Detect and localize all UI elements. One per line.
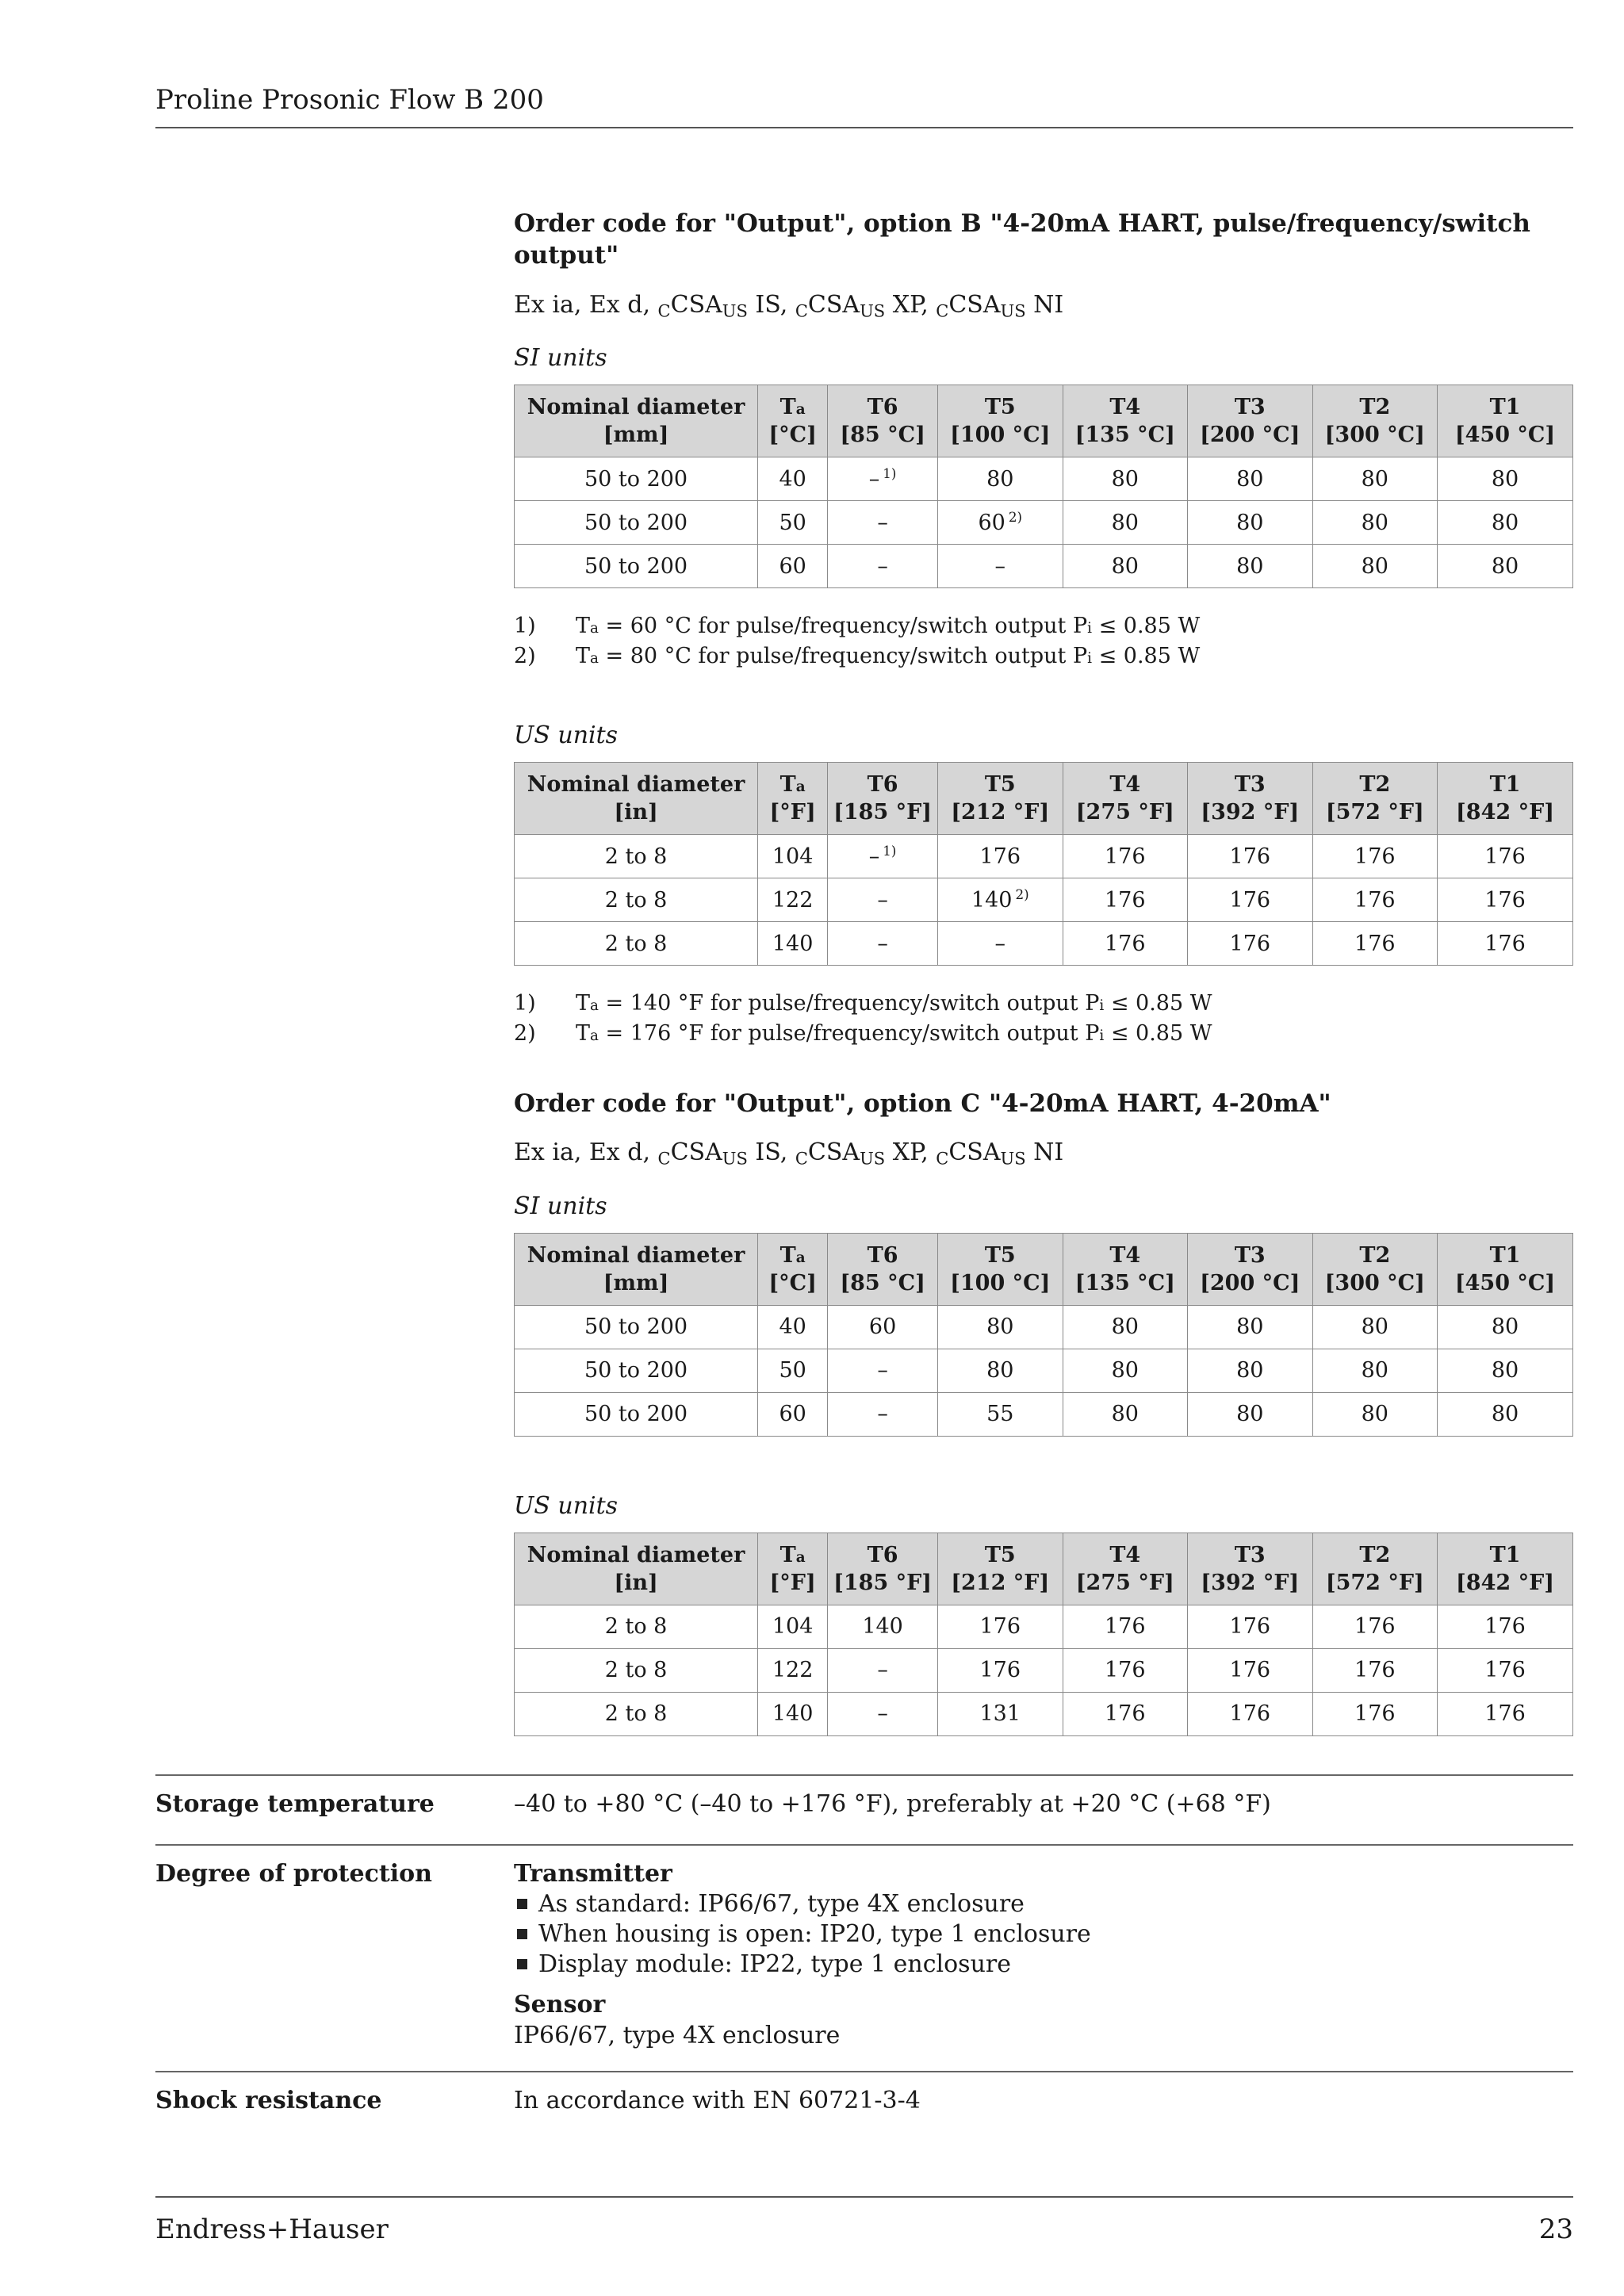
table-row [515, 545, 1573, 588]
table-cell: 40 [758, 1305, 828, 1349]
column-header-t2: T2 [300 °C] [1312, 1233, 1438, 1305]
footnote-ref: 1) [883, 465, 897, 481]
bullet-icon [517, 1899, 527, 1909]
table-row [515, 1349, 1573, 1392]
table-cell: 122 [758, 1648, 828, 1692]
footnote: 2) Ta = 80 °C for pulse/frequency/switch output Pi ≤ 0.85 W [514, 643, 1201, 668]
table-cell: 80 [1312, 1305, 1438, 1349]
sensor-title: Sensor [514, 1991, 606, 2019]
csa-us-mark: US [722, 300, 748, 320]
table-cell: 60 $^{2)}$ [938, 501, 1063, 545]
csa-c-mark: C [936, 1149, 949, 1169]
table-cell: 176 [1188, 1605, 1313, 1648]
column-header-nominal-diameter: Nominal diameter [in] [515, 1533, 758, 1605]
table-cell: 176 [1438, 922, 1573, 966]
table-cell: – [828, 878, 938, 922]
table-cell: 80 [938, 1305, 1063, 1349]
table-cell: 122 [758, 878, 828, 922]
table-cell: 80 [1063, 545, 1188, 588]
degree-of-protection-value [514, 1858, 1091, 2051]
table-cell: – [938, 922, 1063, 966]
table-cell: 176 [938, 1605, 1063, 1648]
table-cell: 80 [1188, 1392, 1313, 1436]
table-cell: 50 [758, 1349, 828, 1392]
table-cell: 50 to 200 [515, 545, 758, 588]
column-header-t5: T5 [212 °F] [938, 1533, 1063, 1605]
column-header-t3: T3 [392 °F] [1188, 1533, 1313, 1605]
footnote: 1) Ta = 60 °C for pulse/frequency/switch output Pi ≤ 0.85 W [514, 613, 1201, 638]
ex-text: IS, [747, 1138, 795, 1167]
table-cell: 80 [1312, 545, 1438, 588]
table-row [515, 1605, 1573, 1648]
table-cell: 80 [1188, 1305, 1313, 1349]
footnote: 1) Ta = 140 °F for pulse/frequency/switch output Pi ≤ 0.85 W [514, 990, 1212, 1016]
units-label: SI units [514, 344, 607, 373]
table-cell: – [938, 545, 1063, 588]
table-cell: 80 [1438, 457, 1573, 501]
table-cell: 176 [938, 835, 1063, 878]
table-cell: 50 to 200 [515, 501, 758, 545]
table-cell: 80 [1188, 1349, 1313, 1392]
table-cell: 80 [1063, 457, 1188, 501]
table-cell: 80 [1438, 1349, 1573, 1392]
csa-us-mark: US [1000, 300, 1026, 320]
ex-text: XP, [885, 1138, 936, 1167]
table-cell: 80 [1438, 501, 1573, 545]
storage-temperature-label: Storage temperature [155, 1790, 435, 1818]
column-header-t1: T1 [842 °F] [1438, 1533, 1573, 1605]
table-cell: 80 [1063, 1305, 1188, 1349]
table-cell: 80 [1063, 501, 1188, 545]
column-header-t4: T4 [275 °F] [1063, 1533, 1188, 1605]
table-header-row [515, 385, 1573, 457]
csa-mark: CSA [948, 290, 1001, 319]
column-header-t2: T2 [300 °C] [1312, 385, 1438, 457]
column-header-t6: T6 [85 °C] [828, 385, 938, 457]
footnote-ref: 2) [1015, 886, 1029, 902]
temperature-table [514, 1233, 1573, 1437]
table-cell: – [828, 1692, 938, 1735]
table-row [515, 1392, 1573, 1436]
table-cell: 50 to 200 [515, 457, 758, 501]
section-divider [155, 1774, 1573, 1776]
footnotes [514, 988, 1573, 1048]
table-cell: 50 to 200 [515, 1349, 758, 1392]
table-cell: 80 [1188, 501, 1313, 545]
document-header-title: Proline Prosonic Flow B 200 [155, 84, 544, 116]
table-cell: 104 [758, 835, 828, 878]
table-cell: 80 [1188, 545, 1313, 588]
csa-mark: CSA [807, 290, 860, 319]
header-rule [155, 127, 1573, 128]
degree-of-protection-label: Degree of protection [155, 1860, 432, 1888]
column-header-t1: T1 [450 °C] [1438, 385, 1573, 457]
table-cell: 176 [1312, 835, 1438, 878]
table-row [515, 922, 1573, 966]
table-cell: 176 [1063, 1648, 1188, 1692]
table-cell: 176 [1188, 922, 1313, 966]
bullet-icon [517, 1959, 527, 1969]
ex-approval-line [514, 289, 1573, 323]
table-cell: – [828, 1648, 938, 1692]
column-header-t5: T5 [100 °C] [938, 1233, 1063, 1305]
table-cell: 176 [1063, 835, 1188, 878]
column-header-t6: T6 [85 °C] [828, 1233, 938, 1305]
table-cell: 176 [1438, 835, 1573, 878]
csa-us-mark: US [722, 1149, 748, 1169]
column-header-t6: T6 [185 °F] [828, 763, 938, 835]
shock-resistance-value: In accordance with EN 60721-3-4 [514, 2087, 921, 2114]
column-header-ta: Ta [°F] [758, 1533, 828, 1605]
table-header-row [515, 1233, 1573, 1305]
table-cell: 176 [1188, 878, 1313, 922]
table-cell: 176 [1063, 878, 1188, 922]
table-cell: 2 to 8 [515, 1605, 758, 1648]
column-header-t2: T2 [572 °F] [1312, 1533, 1438, 1605]
table-cell: 140 $^{2)}$ [938, 878, 1063, 922]
table-cell: 176 [1312, 1692, 1438, 1735]
section-heading: Order code for "Output", option B "4-20mA HART, pulse/frequency/switch output" [514, 209, 1530, 270]
footnote-ref: 2) [1008, 508, 1023, 525]
table-row [515, 1648, 1573, 1692]
table-cell: 80 [1312, 1392, 1438, 1436]
table-cell: – [828, 1392, 938, 1436]
table-cell: – [828, 1349, 938, 1392]
ex-text: NI [1025, 1138, 1064, 1167]
table-cell: 50 to 200 [515, 1392, 758, 1436]
csa-c-mark: C [795, 1149, 808, 1169]
footer-rule [155, 2196, 1573, 2198]
table-cell: 80 [1438, 1392, 1573, 1436]
table-cell: 80 [1188, 457, 1313, 501]
table-cell: 176 [1438, 878, 1573, 922]
table-cell: 176 [1438, 1692, 1573, 1735]
list-item: As standard: IP66/67, type 4X enclosure [514, 1889, 1091, 1919]
table-cell: 2 to 8 [515, 922, 758, 966]
table-cell: 50 to 200 [515, 1305, 758, 1349]
page-number: 23 [1538, 2214, 1573, 2245]
table-cell: 80 [1438, 1305, 1573, 1349]
table-cell: 55 [938, 1392, 1063, 1436]
table-row [515, 1305, 1573, 1349]
transmitter-title: Transmitter [514, 1860, 672, 1888]
table-cell: 176 [938, 1648, 1063, 1692]
footer-company: Endress+Hauser [155, 2214, 389, 2245]
table-cell: 104 [758, 1605, 828, 1648]
temperature-table [514, 385, 1573, 588]
table-row [515, 835, 1573, 878]
bullet-icon [517, 1929, 527, 1939]
table-row [515, 501, 1573, 545]
column-header-t5: T5 [100 °C] [938, 385, 1063, 457]
csa-us-mark: US [860, 300, 886, 320]
csa-us-mark: US [1000, 1149, 1026, 1169]
ex-text: NI [1025, 290, 1064, 319]
column-header-t4: T4 [275 °F] [1063, 763, 1188, 835]
column-header-t1: T1 [842 °F] [1438, 763, 1573, 835]
table-cell: 176 [1063, 1692, 1188, 1735]
table-cell: 60 [758, 545, 828, 588]
table-cell: 80 [1312, 1349, 1438, 1392]
column-header-nominal-diameter: Nominal diameter [mm] [515, 1233, 758, 1305]
footnote: 2) Ta = 176 °F for pulse/frequency/switch output Pi ≤ 0.85 W [514, 1020, 1212, 1046]
column-header-nominal-diameter: Nominal diameter [in] [515, 763, 758, 835]
section-heading: Order code for "Output", option C "4-20mA HART, 4-20mA" [514, 1089, 1331, 1118]
table-cell: 80 [1063, 1392, 1188, 1436]
temperature-table [514, 1533, 1573, 1736]
units-label: US units [514, 1491, 619, 1520]
temperature-table [514, 762, 1573, 966]
table-cell: 176 [1063, 1605, 1188, 1648]
column-header-t3: T3 [200 °C] [1188, 1233, 1313, 1305]
table-cell: 140 [828, 1605, 938, 1648]
section-option-c [514, 1088, 1573, 1736]
table-cell: 176 [1438, 1648, 1573, 1692]
csa-c-mark: C [936, 300, 949, 320]
table-cell: 50 [758, 501, 828, 545]
table-cell: 176 [1188, 1692, 1313, 1735]
column-header-t3: T3 [200 °C] [1188, 385, 1313, 457]
table-cell: 176 [1438, 1605, 1573, 1648]
table-cell: 80 [938, 457, 1063, 501]
table-row [515, 1692, 1573, 1735]
table-cell: 176 [1312, 1605, 1438, 1648]
footnote-ref: 1) [883, 842, 897, 859]
table-cell: 176 [1188, 835, 1313, 878]
table-cell: – $^{1)}$ [828, 457, 938, 501]
table-cell: 60 [828, 1305, 938, 1349]
footnotes [514, 610, 1573, 671]
table-cell: 140 [758, 1692, 828, 1735]
table-row [515, 457, 1573, 501]
column-header-t3: T3 [392 °F] [1188, 763, 1313, 835]
table-cell: 176 [1063, 922, 1188, 966]
column-header-t4: T4 [135 °C] [1063, 1233, 1188, 1305]
column-header-t6: T6 [185 °F] [828, 1533, 938, 1605]
csa-c-mark: C [795, 300, 808, 320]
shock-resistance-label: Shock resistance [155, 2087, 382, 2114]
column-header-nominal-diameter: Nominal diameter [mm] [515, 385, 758, 457]
list-item: Display module: IP22, type 1 enclosure [514, 1950, 1091, 1980]
csa-c-mark: C [657, 300, 671, 320]
table-cell: – [828, 501, 938, 545]
csa-c-mark: C [657, 1149, 671, 1169]
column-header-ta: Ta [°F] [758, 763, 828, 835]
table-header-row [515, 1533, 1573, 1605]
table-cell: 80 [1063, 1349, 1188, 1392]
table-cell: – [828, 545, 938, 588]
column-header-t1: T1 [450 °C] [1438, 1233, 1573, 1305]
section-divider [155, 2071, 1573, 2072]
table-cell: 2 to 8 [515, 1648, 758, 1692]
ex-text: XP, [885, 290, 936, 319]
ex-text: IS, [747, 290, 795, 319]
csa-mark: CSA [948, 1138, 1001, 1167]
list-item: When housing is open: IP20, type 1 enclosure [514, 1919, 1091, 1950]
column-header-t4: T4 [135 °C] [1063, 385, 1188, 457]
table-cell: 80 [1312, 501, 1438, 545]
table-cell: 80 [938, 1349, 1063, 1392]
column-header-ta: Ta [°C] [758, 385, 828, 457]
section-option-b [514, 208, 1573, 1048]
table-cell: – [828, 922, 938, 966]
table-cell: 140 [758, 922, 828, 966]
table-cell: 131 [938, 1692, 1063, 1735]
table-cell: 80 [1312, 457, 1438, 501]
ex-text: Ex ia, Ex d, [514, 290, 658, 319]
table-cell: 176 [1312, 878, 1438, 922]
ex-approval-line [514, 1137, 1573, 1170]
units-label: US units [514, 721, 619, 750]
column-header-t2: T2 [572 °F] [1312, 763, 1438, 835]
table-header-row [515, 763, 1573, 835]
sensor-value: IP66/67, type 4X enclosure [514, 2022, 841, 2049]
table-row [515, 878, 1573, 922]
table-cell: 176 [1312, 1648, 1438, 1692]
section-divider [155, 1844, 1573, 1846]
csa-mark: CSA [670, 290, 722, 319]
column-header-t5: T5 [212 °F] [938, 763, 1063, 835]
table-cell: – $^{1)}$ [828, 835, 938, 878]
table-cell: 2 to 8 [515, 878, 758, 922]
csa-mark: CSA [670, 1138, 722, 1167]
table-cell: 60 [758, 1392, 828, 1436]
table-cell: 2 to 8 [515, 835, 758, 878]
ex-text: Ex ia, Ex d, [514, 1138, 658, 1167]
column-header-ta: Ta [°C] [758, 1233, 828, 1305]
units-label: SI units [514, 1192, 607, 1220]
csa-mark: CSA [807, 1138, 860, 1167]
table-cell: 176 [1188, 1648, 1313, 1692]
table-cell: 80 [1438, 545, 1573, 588]
table-cell: 2 to 8 [515, 1692, 758, 1735]
table-cell: 176 [1312, 922, 1438, 966]
transmitter-list [514, 1889, 1091, 1980]
storage-temperature-value: –40 to +80 °C (–40 to +176 °F), preferably at +20 °C (+68 °F) [514, 1790, 1271, 1818]
table-cell: 40 [758, 457, 828, 501]
csa-us-mark: US [860, 1149, 886, 1169]
